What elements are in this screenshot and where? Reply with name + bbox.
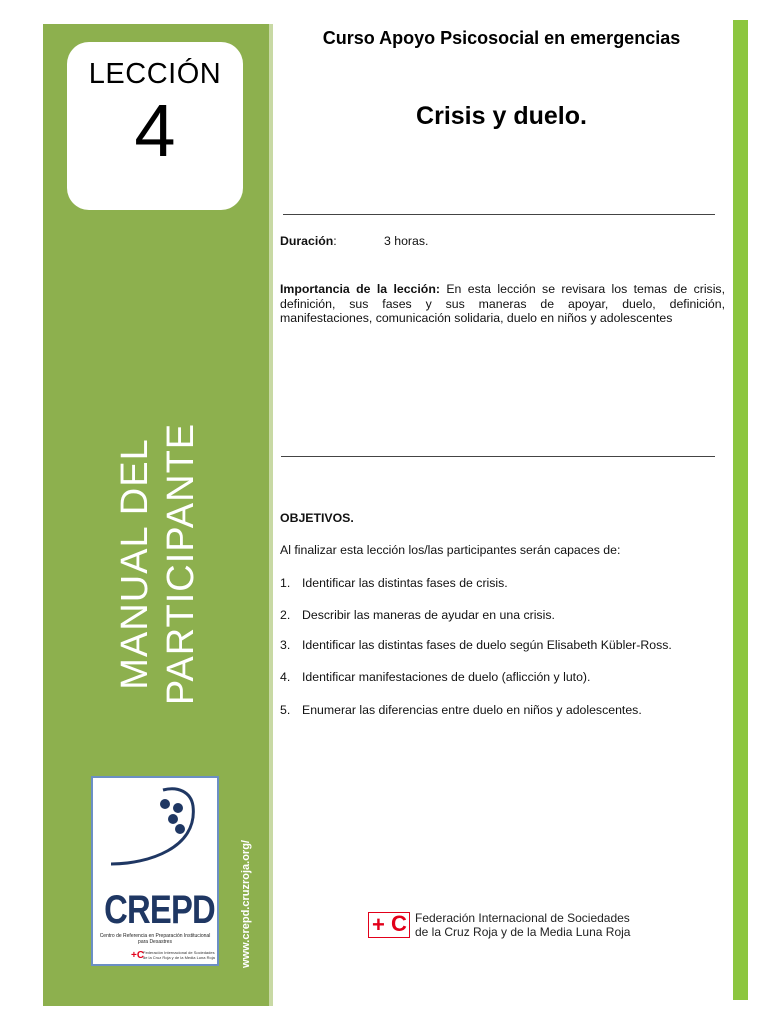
- manual-title-line1: MANUAL DEL: [114, 438, 156, 690]
- divider-middle: [281, 456, 715, 457]
- course-title: Curso Apoyo Psicosocial en emergencias: [322, 28, 681, 48]
- ifrc-name-line2: de la Cruz Roja y de la Media Luna Roja: [415, 925, 631, 939]
- objective-item: [280, 703, 642, 717]
- objective-text: Enumerar las diferencias entre duelo en niños y adolescentes.: [302, 703, 642, 717]
- crepd-name: CREPD: [104, 888, 215, 932]
- duration-colon: :: [333, 234, 337, 248]
- importance-paragraph: [280, 282, 725, 326]
- objective-text: Identificar las distintas fases de crisis.: [302, 576, 508, 590]
- red-cross-icon: +C: [131, 950, 145, 961]
- importance-label: Importancia de la lección:: [280, 282, 440, 296]
- duration-label: Duración: [280, 234, 334, 248]
- crepd-federation: [131, 950, 217, 962]
- objective-number: 5.: [280, 703, 291, 717]
- objective-item: [280, 638, 672, 652]
- lesson-number: 4: [134, 89, 176, 172]
- objectives-heading: OBJETIVOS.: [280, 511, 354, 525]
- ifrc-name: [415, 911, 630, 939]
- lesson-title: Crisis y duelo.: [416, 102, 587, 130]
- manual-title-line2: PARTICIPANTE: [160, 422, 202, 706]
- duration-value: 3 horas.: [384, 234, 429, 248]
- divider-top: [283, 214, 715, 215]
- right-accent-bar: [733, 20, 748, 1000]
- duration-row: [280, 234, 337, 248]
- objectives-intro: Al finalizar esta lección los/las participantes serán capaces de:: [280, 543, 621, 557]
- lesson-badge: [67, 42, 243, 210]
- crepd-federation-text: Federación Internacional de Sociedades de la Cruz Roja y de la Media Luna Roja: [143, 950, 215, 960]
- crepd-swoosh-icon: [93, 778, 217, 888]
- objective-number: 3.: [280, 638, 291, 652]
- crepd-logo: [91, 776, 219, 966]
- crepd-subtitle: Centro de Referencia en Preparación Institucional para Desastres: [99, 933, 211, 945]
- red-cross-crescent-icon: + C: [368, 912, 410, 938]
- objective-number: 4.: [280, 670, 291, 684]
- objective-text: Describir las maneras de ayudar en una crisis.: [302, 608, 555, 622]
- objective-item: [280, 670, 590, 684]
- ifrc-logo: [368, 911, 638, 941]
- objective-text: Identificar manifestaciones de duelo (aflicción y luto).: [302, 670, 591, 684]
- manual-title: [112, 423, 204, 705]
- lesson-label: LECCIÓN: [88, 58, 222, 90]
- objective-item: [280, 608, 555, 622]
- objective-text: Identificar las distintas fases de duelo según Elisabeth Kübler-Ross.: [302, 638, 672, 652]
- objective-number: 2.: [280, 608, 291, 622]
- ifrc-name-line1: Federación Internacional de Sociedades: [415, 911, 630, 925]
- sidebar: [43, 24, 273, 1006]
- objective-item: [280, 576, 508, 590]
- website-link[interactable]: www.crepd.cruzroja.org/: [240, 840, 252, 968]
- importance-text: En esta lección se revisara los temas de crisis, definición, sus fases y sus maneras de apoyar, duelo, definición, manifestaciones, comunicación solidaria, duelo en niños y adolescentes: [280, 282, 725, 325]
- objective-number: 1.: [280, 576, 291, 590]
